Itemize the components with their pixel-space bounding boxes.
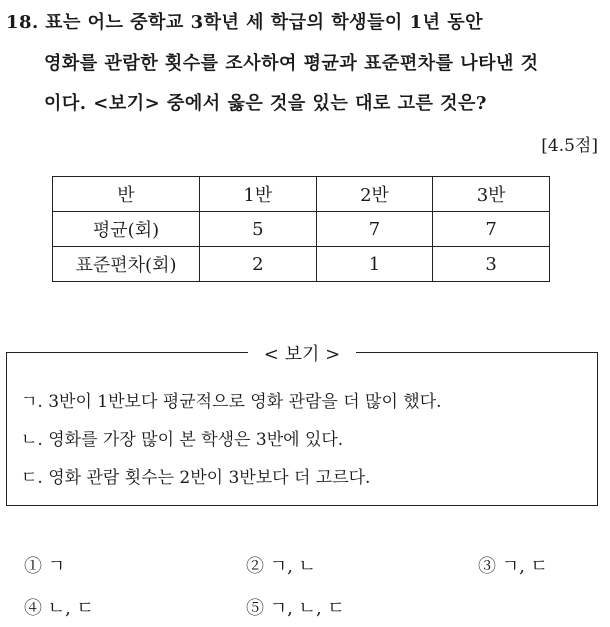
table-cell: 3 — [433, 247, 550, 282]
data-table — [52, 176, 550, 282]
table-row — [53, 247, 550, 282]
bogi-title: < 보기 > — [248, 344, 356, 365]
choice-4[interactable]: ④ ㄴ, ㄷ — [24, 598, 94, 619]
bogi-item: ㄷ. 영화 관람 횟수는 2반이 3반보다 더 고르다. — [21, 468, 371, 488]
question-line-1 — [6, 8, 483, 34]
bogi-item: ㄴ. 영화를 가장 많이 본 학생은 3반에 있다. — [21, 430, 344, 450]
choice-3[interactable]: ③ ㄱ, ㄷ — [478, 556, 548, 577]
table-cell: 2 — [200, 247, 317, 282]
table-cell: 7 — [433, 212, 550, 247]
table-header-cell: 3반 — [433, 177, 550, 212]
choice-1[interactable]: ① ㄱ — [24, 556, 66, 577]
table-cell: 평균(회) — [53, 212, 200, 247]
bogi-box — [6, 344, 598, 506]
table-cell: 표준편차(회) — [53, 247, 200, 282]
table-cell: 1 — [316, 247, 433, 282]
question-text-line-1: 표는 어느 중학교 3학년 세 학급의 학생들이 1년 동안 — [45, 12, 484, 33]
question-text-line-3: 이다. <보기> 중에서 옳은 것을 있는 대로 고른 것은? — [44, 93, 487, 114]
table-cell: 7 — [316, 212, 433, 247]
choice-2[interactable]: ② ㄱ, ㄴ — [246, 556, 316, 577]
table-header-row — [53, 177, 550, 212]
question-points: [4.5점] — [541, 136, 598, 156]
table-header-cell: 1반 — [200, 177, 317, 212]
question-number: 18. — [6, 12, 39, 33]
bogi-item: ㄱ. 3반이 1반보다 평균적으로 영화 관람을 더 많이 했다. — [21, 392, 442, 412]
table-header-cell: 반 — [53, 177, 200, 212]
choice-5[interactable]: ⑤ ㄱ, ㄴ, ㄷ — [246, 598, 345, 619]
bogi-title-wrap — [7, 340, 597, 366]
question-text-line-2: 영화를 관람한 횟수를 조사하여 평균과 표준편차를 나타낸 것 — [44, 53, 539, 74]
table-header-cell: 2반 — [316, 177, 433, 212]
table-cell: 5 — [200, 212, 317, 247]
table-row — [53, 212, 550, 247]
